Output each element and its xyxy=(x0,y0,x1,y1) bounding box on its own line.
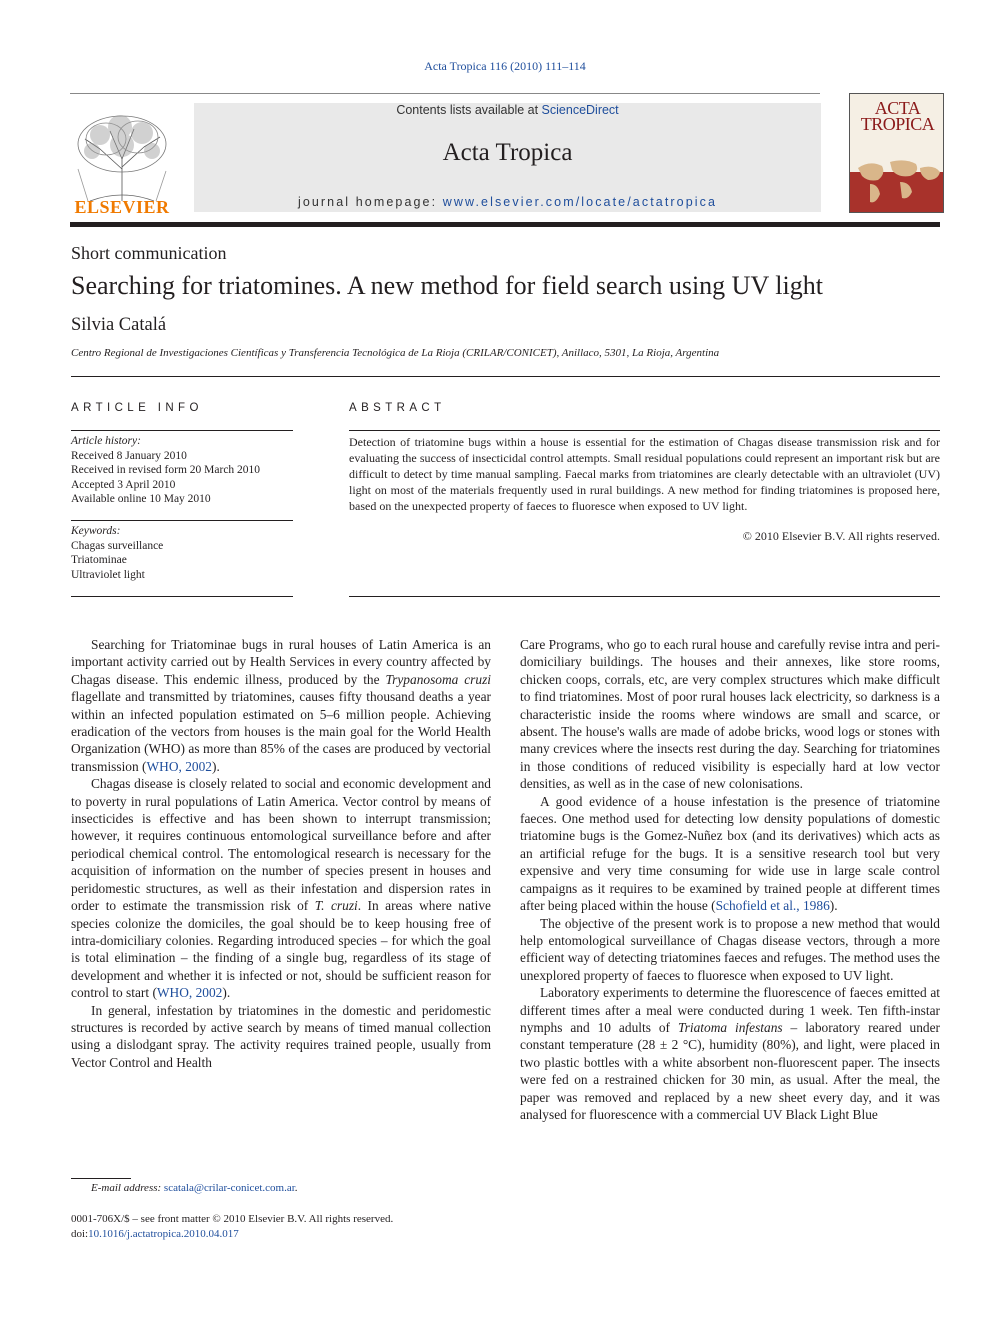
body-column-left xyxy=(71,636,491,1071)
footnote-end: . xyxy=(294,1182,298,1194)
article-history xyxy=(71,434,260,507)
body-paragraph xyxy=(520,915,940,985)
article-info-bottom-rule xyxy=(71,596,293,597)
footnote-label: E-mail address: xyxy=(91,1182,164,1194)
masthead-top-rule xyxy=(70,93,820,94)
body-paragraph xyxy=(520,636,940,793)
contents-prefix: Contents lists available at xyxy=(396,103,542,117)
article-section-type: Short communication xyxy=(71,243,227,263)
author-email-footnote xyxy=(91,1182,298,1194)
reference-link[interactable]: WHO, 2002 xyxy=(146,758,212,774)
paragraph-text: ). xyxy=(829,898,838,914)
paragraph-text: The objective of the present work is to propose a new method that would help entomological surveillance of Chagas disease vectors, through a more efficient way of detecting triatomines faeces and refuges. The method uses the unexplored property of faeces to fluoresce when exposed to UV light. xyxy=(520,915,940,983)
author-email-link[interactable]: scatala@crilar-conicet.com.ar xyxy=(163,1182,295,1194)
species-name: Trypanosoma cruzi xyxy=(385,671,492,687)
journal-banner xyxy=(194,103,821,212)
history-revised: Received in revised form 20 March 2010 xyxy=(71,464,261,477)
history-accepted: Accepted 3 April 2010 xyxy=(71,478,176,491)
cover-title-line1: ACTA xyxy=(874,98,921,118)
reference-link[interactable]: Schofield et al., 1986 xyxy=(715,898,830,914)
page-footer xyxy=(71,1212,393,1242)
history-online: Available online 10 May 2010 xyxy=(71,493,211,506)
keyword-item: Chagas surveillance xyxy=(71,539,164,552)
elsevier-wordmark: ELSEVIER xyxy=(74,197,170,217)
body-paragraph xyxy=(520,984,940,1123)
masthead-thick-rule xyxy=(70,222,940,227)
homepage-line xyxy=(194,195,821,209)
species-name: Triatoma infestans xyxy=(677,1019,783,1035)
body-paragraph xyxy=(71,1002,491,1072)
article-title: Searching for triatomines. A new method for field search using UV light xyxy=(71,271,823,300)
cover-title xyxy=(850,100,944,132)
keywords-block xyxy=(71,524,163,582)
reference-link[interactable]: WHO, 2002 xyxy=(156,985,223,1001)
paragraph-text: – laboratory reared under constant temperature (28 ± 2 °C), humidity (80%), and light, were placed in two plastic bottles with a white absorbent non-fluorescent paper. The insects were fed on a restrained chicken for 30 min, as usual. After the meal, the paper was removed and replaced by a new sheet every day, and it was analysed for fluorescence with a commercial UV Black Light Blue xyxy=(520,1019,941,1122)
paragraph-text: flagellate and transmitted by triatomines, causes fifty thousand deaths a year within an infected population estimated on 5–6 million people. Achieving eradication of the vectors from houses is the main goal for the World Health Organization (WHO) as more than 85% of the cases are produced by vectorial transmission ( xyxy=(71,689,491,774)
paragraph-text: Laboratory experiments to determine the fluorescence of faeces emitted at different times after a meal were conducted during 1 week. Ten fifth-instar nymphs and 10 adults of xyxy=(520,985,940,1035)
homepage-link[interactable]: www.elsevier.com/locate/actatropica xyxy=(442,195,718,209)
body-column-right xyxy=(520,636,940,1123)
abstract-heading: ABSTRACT xyxy=(349,402,446,414)
contents-line xyxy=(194,103,821,117)
footnote-rule xyxy=(71,1178,131,1179)
article-history-label: Article history: xyxy=(71,435,141,447)
abstract-top-rule xyxy=(349,430,940,431)
paragraph-text: . In areas where native species colonize the domiciles, the goal should be to keep housing free of intra-domiciliary colonies. Regarding introduced species – for which the goal is total elimination – the finding of a single bug, regardless of its stage of development and whether it is infected or not, should be sufficient reason for control to start ( xyxy=(71,898,491,1001)
journal-cover-thumbnail xyxy=(849,93,944,213)
header-divider xyxy=(71,376,940,377)
keyword-item: Ultraviolet light xyxy=(71,568,145,581)
species-name: T. cruzi xyxy=(314,898,358,914)
paragraph-text: Chagas disease is closely related to social and economic development and to poverty in rural populations of Latin America. Vector control by means of insecticides is effective and has been shown to interrupt transmission; however, it requires continuous entomological surveillance before and after periodical chemical control. The entomological research is necessary for the acquisition of information on the number of species present in houses and peridomestic structures, as well as their infestation and dispersion rates in order to estimate the transmission risk of xyxy=(71,776,491,914)
issn-line: 0001-706X/$ – see front matter © 2010 Elsevier B.V. All rights reserved. xyxy=(71,1213,394,1225)
abstract-bottom-rule xyxy=(349,596,940,597)
cover-title-line2: TROPICA xyxy=(860,114,935,134)
paragraph-text: Searching for Triatominae bugs in rural houses of Latin America is an important activity carried out by Health Services in every country affected by Chagas disease. This endemic illness, produced by the xyxy=(71,637,491,687)
doi-link[interactable]: 10.1016/j.actatropica.2010.04.017 xyxy=(88,1228,239,1240)
paragraph-text: Care Programs, who go to each rural house and carefully revise intra and peri-domiciliary buildings. The houses and their annexes, like store rooms, chicken coops, corrals, etc, are very complex structures which make difficult to find triatomines. Most of poor rural houses lack electricity, so darkness is a characteristic inside the rooms where windows are small and scarce, or absent. The house's walls are made of adobe bricks, wood logs or stones with many crevices where the insects rest during the day. Searching for triatomines in those conditions of reduced visibility is especially hard at low vector densities, as well as in the case of new colonisations. xyxy=(520,637,940,792)
history-received: Received 8 January 2010 xyxy=(71,449,187,462)
body-paragraph xyxy=(71,636,491,775)
doi-label: doi: xyxy=(71,1228,89,1240)
homepage-prefix: journal homepage: xyxy=(297,195,443,209)
author-name[interactable]: Silvia Catalá xyxy=(71,315,167,335)
body-paragraph xyxy=(520,793,940,915)
paragraph-text: A good evidence of a house infestation is the presence of triatomine faeces. One method used for detecting low density populations of domestic triatomine bugs is the Gomez-Nuñez box (and its derivatives) which acts as an artificial refuge for the bugs. It is a sensitive research tool but very expensive and very time consuming for wide use in large scale control campaigns as it requires to be examined by trained people at different times after being placed within the house ( xyxy=(520,793,940,914)
keyword-item: Triatominae xyxy=(71,554,127,567)
cover-world-map-icon xyxy=(850,154,944,213)
paragraph-text: In general, infestation by triatomines in the domestic and peridomestic structures is recorded by active search by means of timed manual collection using a dislodgant spray. The activity requires trained people, usually from Vector Control and Health xyxy=(71,1002,491,1070)
article-info-heading: ARTICLE INFO xyxy=(71,402,203,414)
article-info-mid-rule xyxy=(71,520,293,521)
journal-title: Acta Tropica xyxy=(442,139,573,166)
article-info-top-rule xyxy=(71,430,293,431)
citation-line[interactable]: Acta Tropica 116 (2010) 111–114 xyxy=(424,59,586,73)
doi-line xyxy=(71,1227,393,1242)
paragraph-text: ). xyxy=(211,758,220,774)
journal-masthead xyxy=(70,93,940,217)
abstract-copyright: © 2010 Elsevier B.V. All rights reserved. xyxy=(742,529,940,543)
paragraph-text: ). xyxy=(222,985,231,1001)
body-paragraph xyxy=(71,775,491,1001)
author-affiliation: Centro Regional de Investigaciones Científicas y Transferencia Tecnológica de La Rioja (CRILAR/CONICET), Anillaco, 5301, La Rioja, Argentina xyxy=(71,347,720,359)
abstract-text: Detection of triatomine bugs within a house is essential for the estimation of Chagas disease transmission risk and for evaluating the success of insecticidal control attempts. Small residual populations could represent an important risk but are difficult to detect by time manual sampling. Faecal marks from triatomines are clearly detectable with an ultraviolet (UV) light on most of the materials frequently used in rural buildings. A new method for finding triatomines is proposed here, based on the unexpected property of faeces to fluoresce when exposed to UV light. xyxy=(349,435,940,513)
keywords-label: Keywords: xyxy=(71,525,121,537)
sciencedirect-link[interactable]: ScienceDirect xyxy=(541,103,619,117)
